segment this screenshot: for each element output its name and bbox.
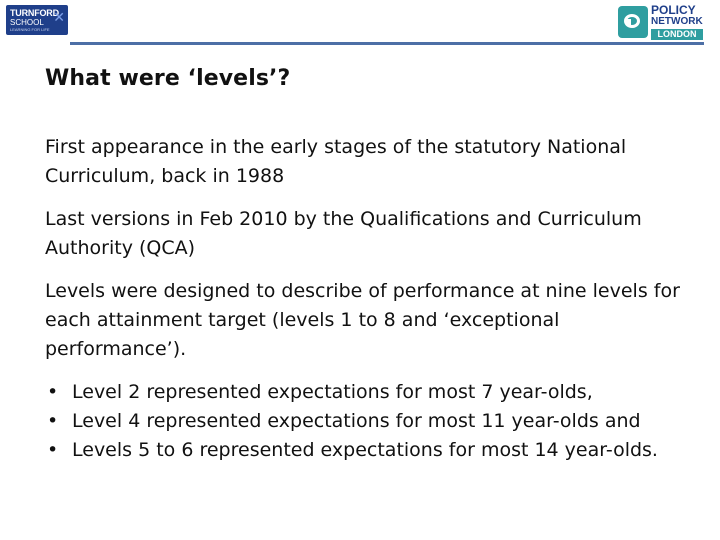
- slide-title: What were ‘levels’?: [45, 66, 291, 91]
- paragraph: Last versions in Feb 2010 by the Qualifications and Curriculum Authority (QCA): [45, 208, 642, 259]
- turnford-school-logo: [6, 5, 68, 35]
- logo-policy: POLICY: [651, 3, 696, 17]
- speech-bubble-icon: [618, 6, 648, 38]
- bullet-marker: •: [47, 439, 59, 461]
- bullet-item: [45, 407, 685, 436]
- bullet-marker: •: [47, 410, 59, 432]
- bullet-item: [45, 378, 685, 407]
- bullet-text: Level 4 represented expectations for most 11 year-olds and: [72, 410, 641, 432]
- logo-tagline: LEARNING FOR LIFE: [10, 27, 50, 32]
- bullet-marker: •: [47, 381, 59, 403]
- bullet-text: Level 2 represented expectations for most 7 year-olds,: [72, 381, 593, 403]
- bullet-item: [45, 436, 685, 465]
- logo-wordmark: [651, 4, 707, 40]
- logo-london: LONDON: [651, 29, 703, 40]
- logo-network: NETWORK: [651, 16, 703, 27]
- logo-line-1: TURNFORD: [10, 8, 59, 18]
- star-cross-icon: ✕: [53, 9, 65, 25]
- bullet-list: [45, 378, 685, 465]
- policy-network-london-logo: [618, 4, 706, 42]
- slide-body: [45, 133, 685, 465]
- header-rule: [70, 42, 704, 45]
- logo-line-2: SCHOOL: [10, 18, 44, 27]
- bullet-text: Levels 5 to 6 represented expectations for most 14 year-olds.: [72, 439, 658, 461]
- paragraph: Levels were designed to describe of performance at nine levels for each attainment target (levels 1 to 8 and ‘exceptional performance’).: [45, 280, 680, 360]
- paragraph: First appearance in the early stages of the statutory National Curriculum, back in 1988: [45, 136, 627, 187]
